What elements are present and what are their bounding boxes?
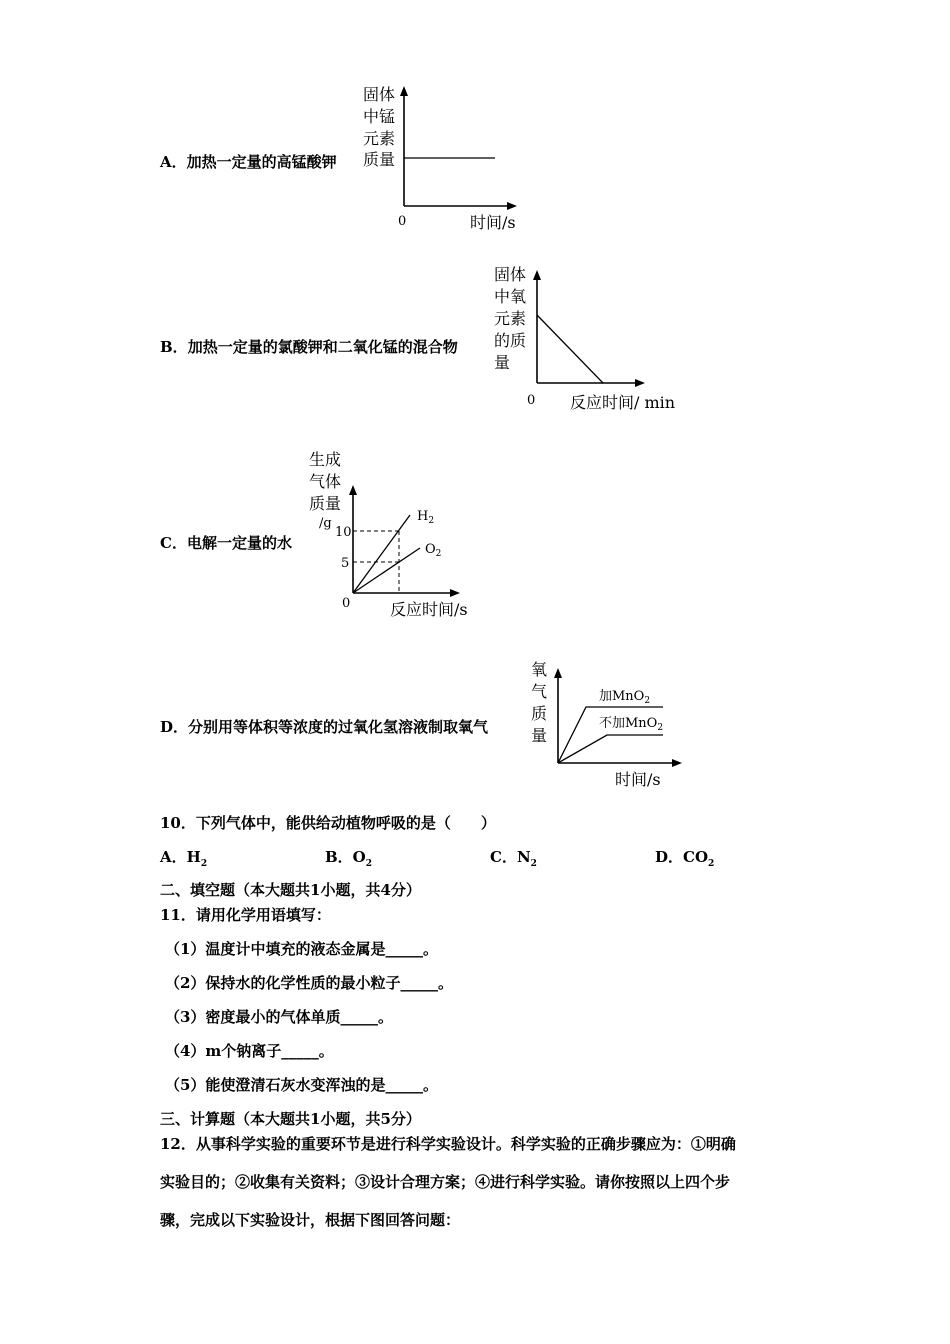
graph-d-no-mno2-sub: 2 bbox=[657, 723, 664, 733]
graph-c-ylabel-3: 质量 bbox=[309, 494, 342, 513]
graph-d-xlabel: 时间/s bbox=[615, 770, 661, 789]
graph-d-ylabel-4: 量 bbox=[531, 726, 548, 745]
q11-item-1: （1）温度计中填充的液态金属是_____。 bbox=[165, 940, 438, 958]
graph-b-ylabel-1: 固体 bbox=[494, 265, 527, 284]
graph-c-o2-main: O bbox=[425, 542, 436, 557]
graph-d-no-mno2-line bbox=[558, 735, 663, 763]
graph-d-mno2-label bbox=[599, 688, 650, 706]
graph-d-x-arrow bbox=[672, 759, 682, 767]
graph-a-ylabel-4: 质量 bbox=[363, 150, 396, 169]
q12-line-3: 骤，完成以下实验设计，根据下图回答问题： bbox=[160, 1211, 461, 1229]
q12-line-1: 12．从事科学实验的重要环节是进行科学实验设计。科学实验的正确步骤应为：①明确 bbox=[160, 1135, 736, 1153]
q11-item-5: （5）能使澄清石灰水变浑浊的是_____。 bbox=[165, 1076, 438, 1094]
graph-b-y-arrow bbox=[533, 270, 541, 280]
graph-a-y-arrow bbox=[400, 86, 408, 96]
graph-d-ylabel-3: 质 bbox=[531, 704, 548, 723]
section-2-heading: 二、填空题（本大题共1小题，共4分） bbox=[160, 881, 421, 899]
q10-option-c bbox=[490, 846, 537, 869]
graph-b-ylabel-3: 元素 bbox=[494, 309, 527, 328]
graph-a-xlabel: 时间/s bbox=[470, 213, 516, 232]
q10-option-d-sub: 2 bbox=[708, 859, 715, 869]
q11-item-3: （3）密度最小的气体单质_____。 bbox=[165, 1008, 393, 1026]
q10-option-d-label: D．CO bbox=[655, 848, 709, 866]
graph-a-ylabel-3: 元素 bbox=[363, 129, 396, 148]
option-a-text: 加热一定量的高锰酸钾 bbox=[186, 153, 337, 171]
graph-b-x-arrow bbox=[635, 379, 645, 387]
graph-c-x-arrow bbox=[450, 589, 460, 597]
graph-c-h2-line bbox=[353, 515, 410, 593]
graph-d bbox=[525, 655, 715, 795]
option-a bbox=[160, 151, 337, 172]
graph-a-origin: 0 bbox=[398, 214, 407, 229]
q10-option-d bbox=[655, 846, 714, 869]
option-b-letter: B． bbox=[160, 338, 188, 356]
option-d-letter: D． bbox=[160, 718, 189, 736]
graph-c-tick-5: 5 bbox=[341, 556, 350, 571]
q10-option-b-label: B．O bbox=[325, 848, 366, 866]
q11-item-2: （2）保持水的化学性质的最小粒子_____。 bbox=[165, 974, 453, 992]
q11-stem: 11．请用化学用语填写： bbox=[160, 906, 331, 924]
graph-d-mno2-sub: 2 bbox=[644, 696, 651, 706]
graph-c-ylabel-1: 生成 bbox=[309, 450, 342, 469]
graph-d-no-mno2-label bbox=[599, 715, 663, 733]
graph-c-origin: 0 bbox=[342, 596, 351, 611]
graph-c-y-arrow bbox=[349, 485, 357, 495]
option-b-text: 加热一定量的氯酸钾和二氧化锰的混合物 bbox=[187, 338, 458, 356]
section-3-heading: 三、计算题（本大题共1小题，共5分） bbox=[160, 1110, 421, 1128]
graph-a-x-arrow bbox=[507, 202, 517, 210]
graph-d-ylabel-2: 气 bbox=[531, 682, 548, 701]
graph-d-y-arrow bbox=[554, 668, 562, 678]
graph-c-o2-line bbox=[353, 548, 420, 593]
option-a-letter: A． bbox=[160, 153, 187, 171]
option-c bbox=[160, 532, 292, 553]
graph-d-ylabel-1: 氧 bbox=[531, 660, 548, 679]
graph-a-ylabel-2: 中锰 bbox=[363, 107, 396, 126]
option-d-text: 分别用等体积等浓度的过氧化氢溶液制取氧气 bbox=[188, 718, 489, 736]
option-c-text: 电解一定量的水 bbox=[186, 534, 292, 552]
graph-b-ylabel-5: 量 bbox=[494, 353, 511, 372]
graph-d-mno2-main: 加MnO bbox=[599, 689, 645, 704]
q10-option-a-sub: 2 bbox=[200, 859, 208, 869]
graph-c-ylabel-4: /g bbox=[319, 516, 332, 531]
q11-item-4: （4）m个钠离子_____。 bbox=[165, 1042, 334, 1060]
option-c-letter: C． bbox=[160, 534, 187, 552]
graph-c-tick-10: 10 bbox=[335, 525, 352, 540]
q10-option-c-label: C．N bbox=[490, 848, 531, 866]
graph-c bbox=[305, 445, 505, 625]
q10-option-c-sub: 2 bbox=[530, 859, 537, 869]
option-b bbox=[160, 336, 458, 357]
graph-c-o2-label bbox=[425, 542, 441, 559]
q10-option-b bbox=[325, 846, 372, 869]
graph-b-ylabel-2: 中氧 bbox=[494, 287, 527, 306]
graph-b-series bbox=[537, 315, 603, 383]
graph-b-origin: 0 bbox=[527, 393, 536, 408]
graph-b-ylabel-4: 的质 bbox=[494, 331, 527, 350]
q10-stem: 10．下列气体中，能供给动植物呼吸的是（ ） bbox=[160, 814, 496, 832]
graph-c-o2-sub: 2 bbox=[435, 549, 442, 559]
graph-c-h2-main: H bbox=[417, 509, 429, 524]
q12-line-2: 实验目的；②收集有关资料；③设计合理方案；④进行科学实验。请你按照以上四个步 bbox=[160, 1173, 731, 1191]
q10-option-a bbox=[160, 846, 207, 869]
graph-a bbox=[355, 80, 535, 240]
graph-c-ylabel-2: 气体 bbox=[309, 472, 342, 491]
graph-c-xlabel: 反应时间/s bbox=[390, 600, 468, 619]
q10-option-b-sub: 2 bbox=[365, 859, 373, 869]
graph-d-no-mno2-main: 不加MnO bbox=[599, 716, 658, 731]
q10-option-a-label: A．H bbox=[160, 848, 201, 866]
graph-a-ylabel-1: 固体 bbox=[363, 85, 396, 104]
option-d bbox=[160, 716, 488, 737]
graph-c-h2-label bbox=[417, 509, 434, 526]
graph-b bbox=[490, 260, 690, 420]
graph-b-xlabel: 反应时间/ min bbox=[570, 393, 676, 412]
graph-c-h2-sub: 2 bbox=[428, 516, 435, 526]
